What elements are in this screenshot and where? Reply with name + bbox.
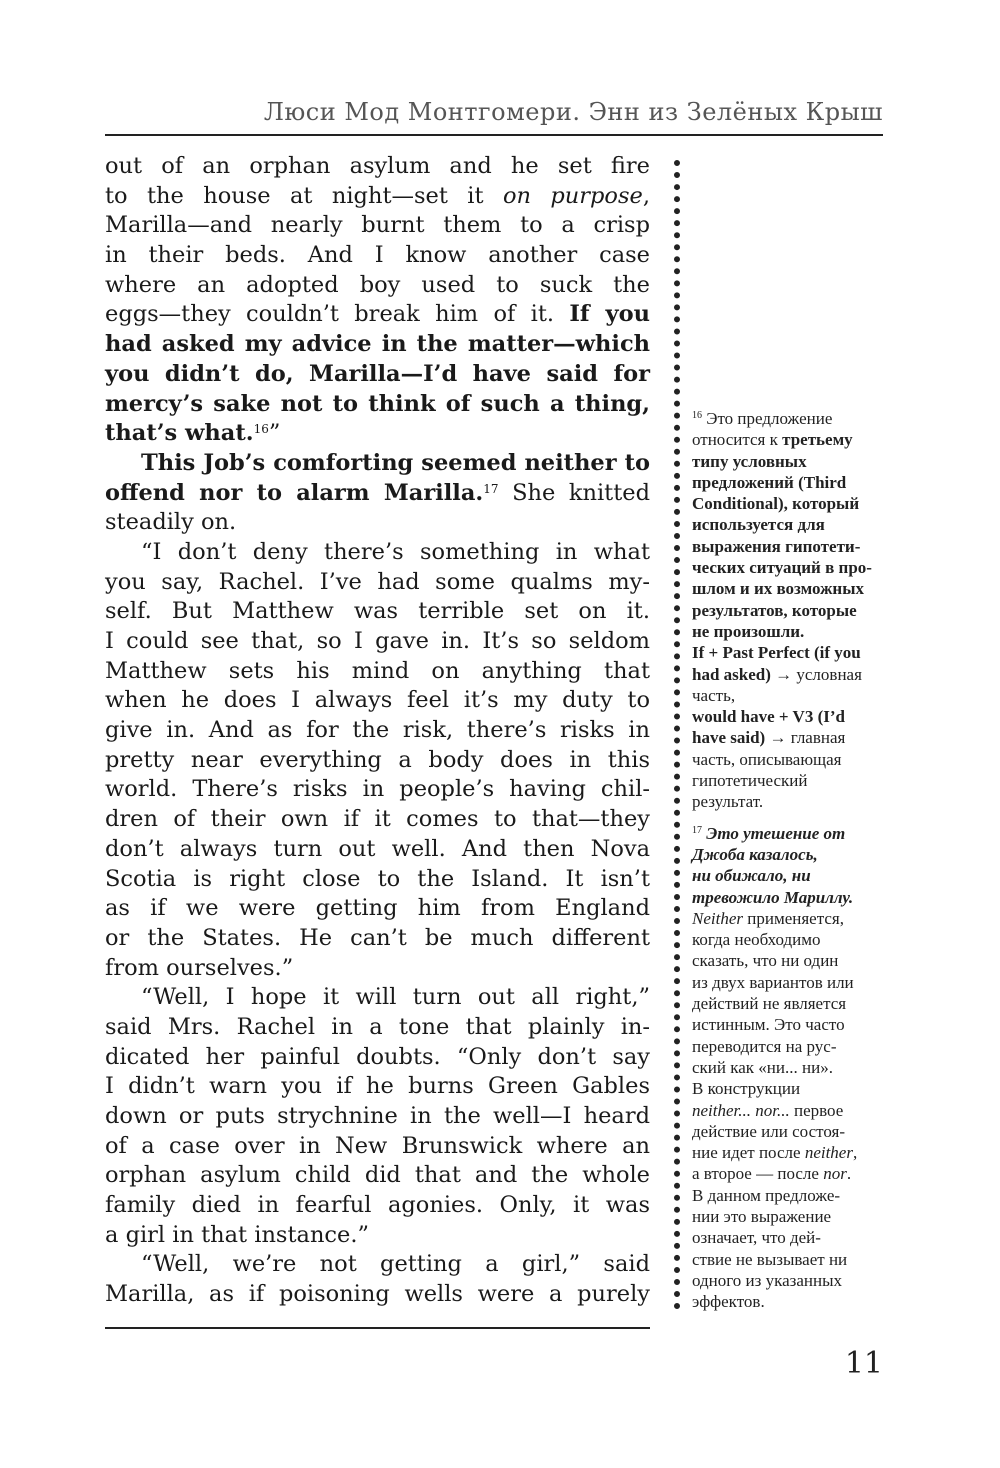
footnote-17 (692, 823, 882, 1313)
text-line: Marilla—and nearly burnt them to a crisp (105, 212, 650, 239)
footnote-line: В конструкции (692, 1079, 801, 1099)
footnote-line: В данном предложе- (692, 1185, 841, 1205)
footnote-line: означает, что дей- (692, 1228, 821, 1248)
footnote-line: ческих ситуаций в про- (692, 558, 872, 578)
footnote-line: действий не является (692, 994, 847, 1014)
footnote-line: ский как «ни... ни». (692, 1057, 833, 1077)
text-line: dren of their own if it comes to that—they (105, 806, 650, 833)
footnote-line: would have + V3 (I’d (692, 707, 845, 727)
footnote-line: результатов, которые (692, 600, 857, 620)
text-line: said Mrs. Rachel in a tone that plainly in- (105, 1013, 650, 1040)
text-line: out of an orphan asylum and he set fire (105, 153, 650, 179)
text-line: don’t always turn out well. And then Nova (105, 835, 650, 862)
footnote-line: have said) → главная (692, 728, 846, 748)
text-line: Matthew sets his mind on anything that (105, 657, 650, 684)
margin-footnotes (692, 408, 882, 1312)
text-line: offend nor to alarm Marilla.$^{17}$ She knitted (105, 479, 650, 506)
footnote-line: предложений (Third (692, 472, 847, 492)
footnote-line: из двух вариантов или (692, 972, 854, 992)
text-line: eggs—they couldn’t break him of it. If you (105, 301, 650, 328)
text-line: down or puts strychnine in the well—I heard (105, 1103, 650, 1129)
text-line: of a case over in New Brunswick where an (105, 1132, 650, 1159)
margin-dotted-divider (674, 160, 680, 1310)
footnote-16 (692, 408, 882, 813)
footnote-line: сказать, что ни один (692, 951, 839, 971)
text-line: mercy’s sake not to think of such a thing, (105, 390, 650, 417)
footnote-line: гипотетический (692, 771, 808, 791)
footnote-line: ние идет после neither, (692, 1143, 858, 1163)
footnote-line: не произошли. (692, 621, 805, 641)
text-line: you say, Rachel. I’ve had some qualms my- (105, 568, 650, 595)
text-line: self. But Matthew was terrible set on it. (105, 598, 650, 625)
footnote-line: ни обижало, ни (692, 866, 811, 886)
footnote-line: часть, описывающая (692, 749, 842, 769)
footnote-line: had asked) → условная (692, 664, 862, 684)
footnote-line: тревожило Мариллу. (692, 887, 854, 907)
text-line: when he does I always feel it’s my duty to (105, 687, 650, 714)
footnote-line: относится к третьему (692, 430, 853, 450)
text-line: where an adopted boy used to suck the (105, 271, 650, 298)
text-line: or the States. He can’t be much different (105, 924, 650, 951)
footnote-line: Neither применяется, (692, 908, 844, 928)
text-line: “Well, we’re not getting a girl,” said (141, 1251, 650, 1278)
text-line: give in. And as for the risk, there’s risks in (105, 717, 650, 744)
footnote-line: одного из указанных (692, 1270, 843, 1290)
footer-rule (105, 1327, 650, 1329)
text-line: a girl in that instance.” (105, 1221, 370, 1248)
footnote-line: Джоба казалось, (692, 844, 818, 864)
text-line: had asked my advice in the matter—which (105, 331, 650, 358)
text-line: Marilla, as if poisoning wells were a purely (105, 1281, 650, 1308)
text-line: to the house at night—set it on purpose, (105, 182, 650, 209)
footnote-line: истинным. Это часто (692, 1015, 845, 1035)
text-line: Scotia is right close to the Island. It isn’t (105, 865, 650, 892)
text-line: that’s what.$^{16}$” (105, 420, 281, 447)
footnote-line: $^{17}$ Это утешение от (692, 823, 846, 843)
footnote-line: результат. (692, 792, 764, 812)
text-line: world. There’s risks in people’s having chil- (105, 776, 650, 803)
text-line: steadily on. (105, 509, 237, 536)
text-line: I could see that, so I gave in. It’s so seldom (105, 628, 650, 654)
footnote-line: когда необходимо (692, 930, 821, 950)
text-line: orphan asylum child did that and the whole (105, 1162, 650, 1189)
text-line: you didn’t do, Marilla—I’d have said for (105, 360, 650, 387)
footnote-line: neither... nor... первое (692, 1100, 844, 1120)
text-line: “Well, I hope it will turn out all right,” (141, 984, 650, 1011)
text-line: This Job’s comforting seemed neither to (141, 449, 650, 476)
text-line: I didn’t warn you if he burns Green Gables (105, 1073, 650, 1100)
footnote-line: эффектов. (692, 1292, 765, 1312)
footnote-line: используется для (692, 515, 825, 535)
footnote-line: выражения гипотети- (692, 536, 861, 556)
footnote-line: переводится на рус- (692, 1036, 837, 1056)
text-line: from ourselves.” (105, 954, 294, 981)
footnote-line: If + Past Perfect (if you (692, 643, 861, 663)
text-line: dicated her painful doubts. “Only don’t say (105, 1043, 650, 1070)
footnote-line: типу условных (692, 451, 807, 471)
text-line: pretty near everything a body does in this (105, 746, 650, 773)
footnote-line: действие или состоя- (692, 1121, 845, 1141)
main-text (105, 152, 650, 1310)
footnote-line: ствие не вызывает ни (692, 1249, 848, 1269)
page-number: 11 (844, 1346, 883, 1381)
text-line: as if we were getting him from England (105, 895, 650, 922)
text-line: in their beds. And I know another case (105, 242, 650, 269)
footnote-line: нии это выражение (692, 1206, 832, 1226)
footnote-line: $^{16}$ Это предложение (692, 409, 833, 428)
footnote-line: Conditional), который (692, 494, 860, 514)
footnote-line: шлом и их возможных (692, 579, 864, 599)
running-head: Люси Мод Монтгомери. Энн из Зелёных Крыш (263, 98, 883, 126)
footnote-line: а второе — после nor. (692, 1164, 852, 1184)
header-rule (105, 134, 883, 136)
text-line: “I don’t deny there’s something in what (141, 538, 650, 565)
footnote-line: часть, (692, 685, 736, 705)
text-line: family died in fearful agonies. Only, it was (105, 1192, 650, 1219)
